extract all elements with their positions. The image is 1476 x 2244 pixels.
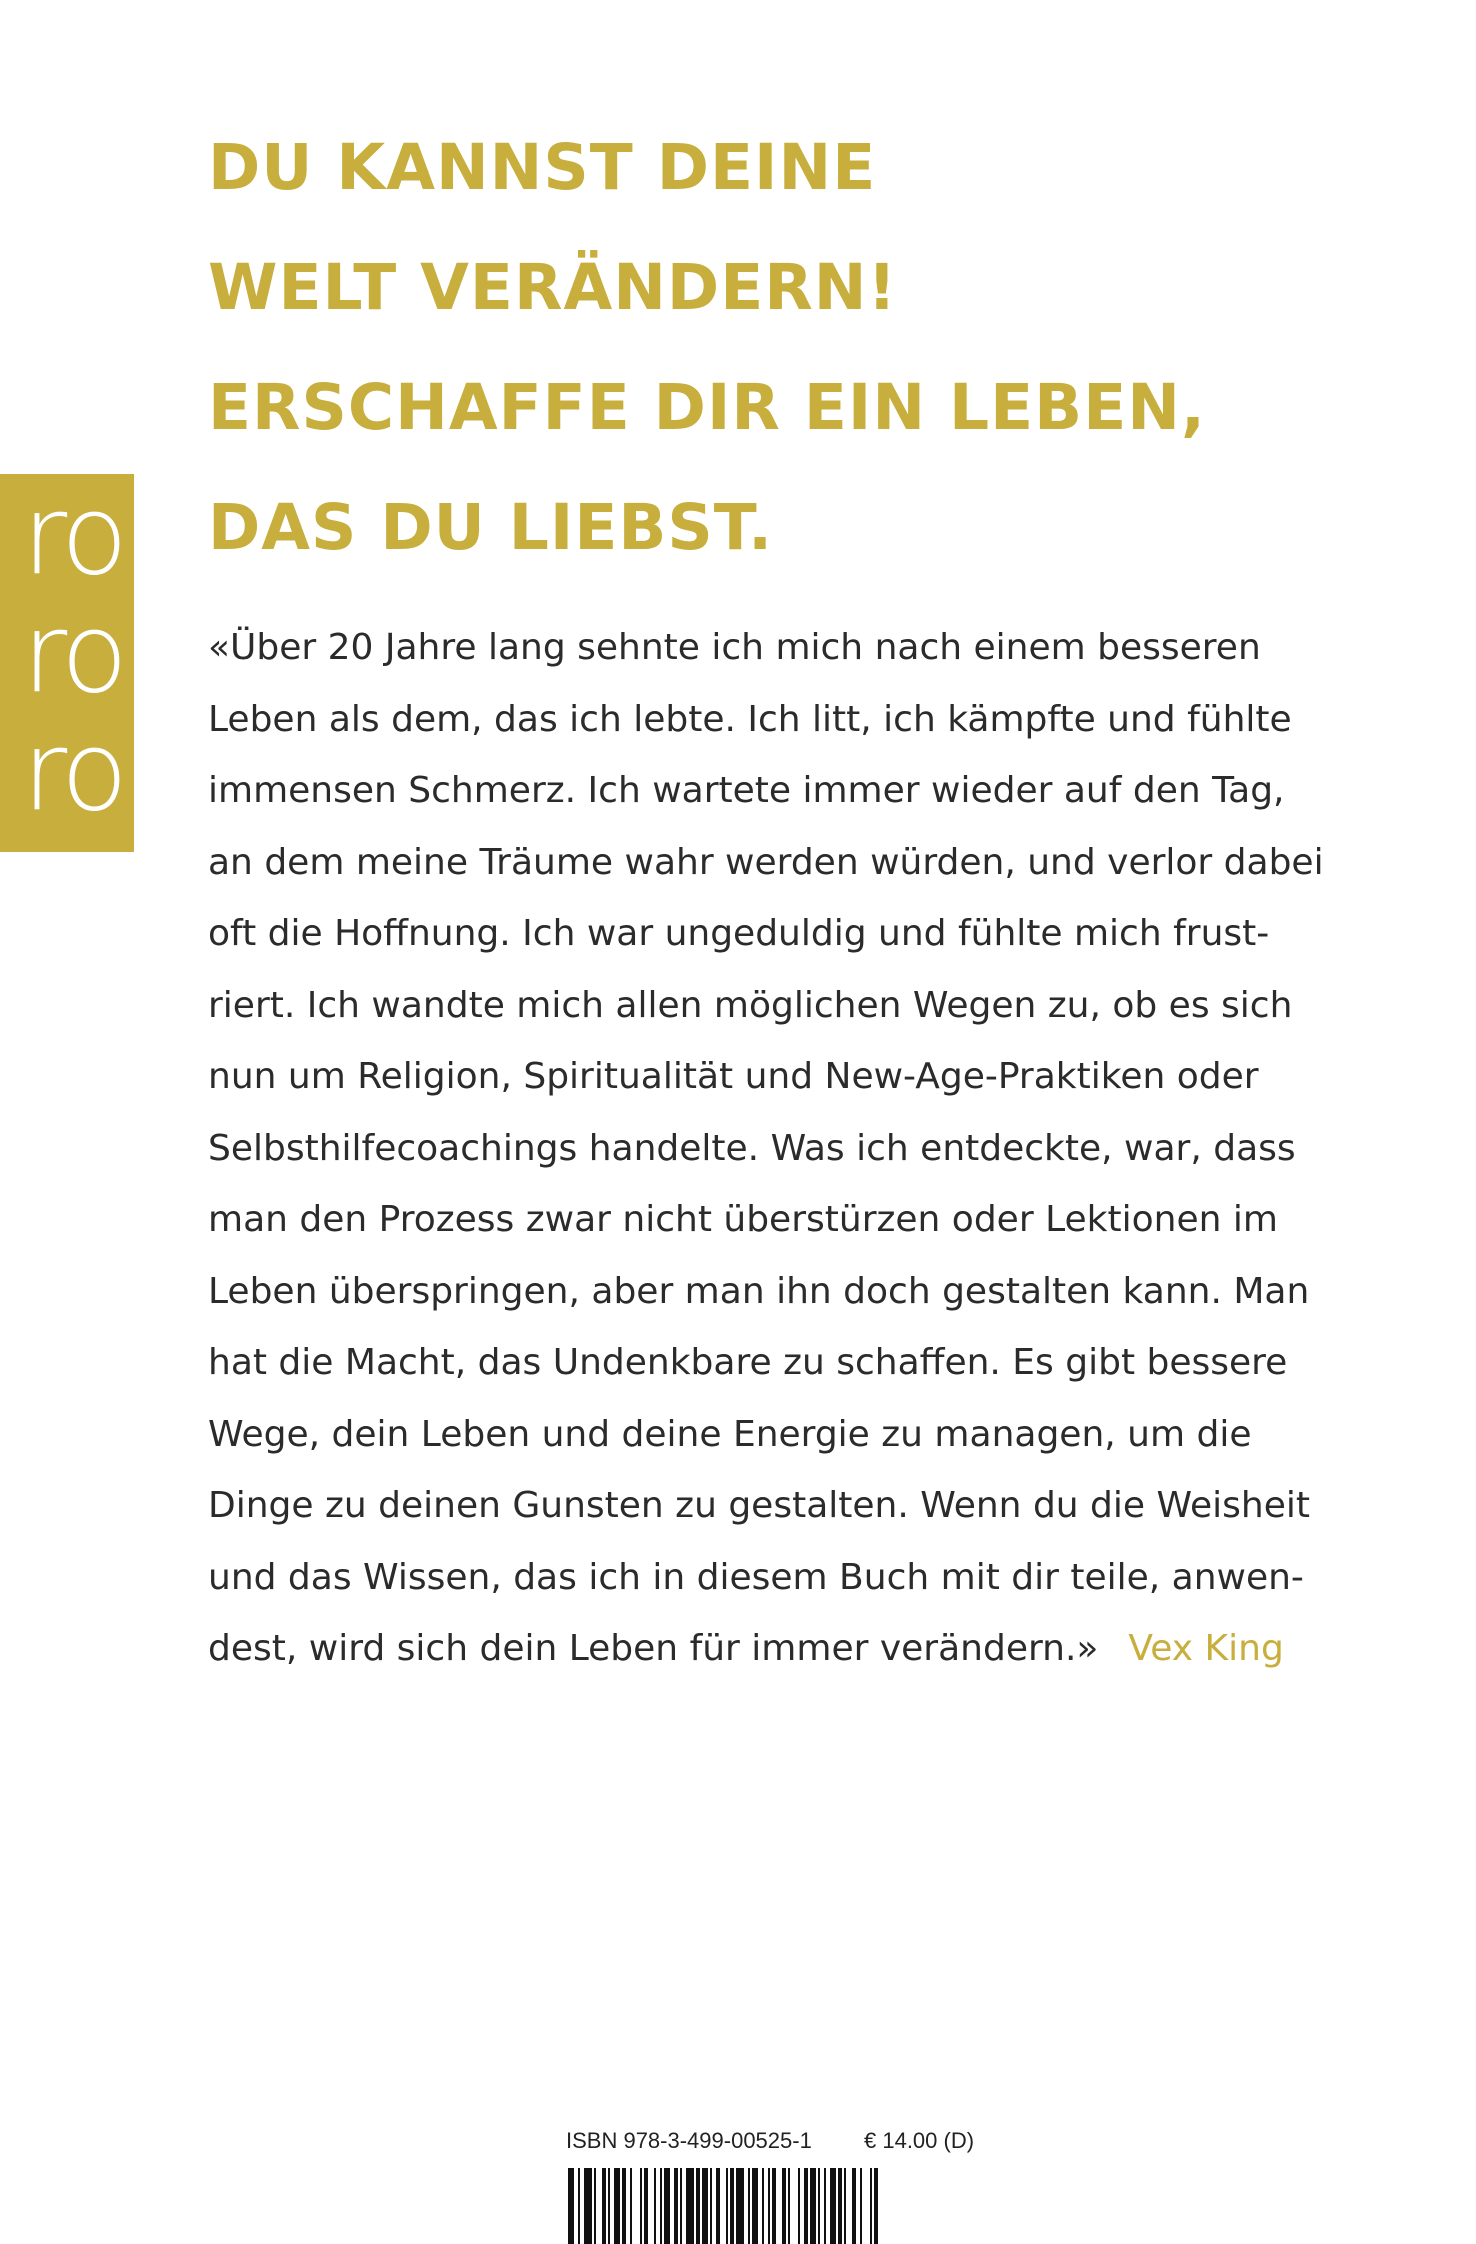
barcode-bar [818, 2168, 820, 2244]
isbn-price-row [566, 2128, 986, 2154]
barcode-bar [824, 2168, 826, 2244]
barcode-bar [752, 2168, 758, 2244]
quote-line: und das Wissen, das ich in diesem Buch mit dir teile, anwen- [208, 1556, 1304, 1598]
barcode-bar [614, 2168, 620, 2244]
headline-line: DAS DU LIEBST. [208, 491, 774, 564]
barcode-bar [584, 2168, 592, 2244]
logo-text: ro [22, 589, 125, 717]
logo-text: ro [22, 707, 125, 835]
barcode-bar [644, 2168, 648, 2244]
barcode [566, 2168, 986, 2244]
barcode-bar [594, 2168, 596, 2244]
barcode-bar [810, 2168, 816, 2244]
barcode-bar [608, 2168, 610, 2244]
barcode-bar [674, 2168, 678, 2244]
barcode-bar [798, 2168, 800, 2244]
barcode-bar [622, 2168, 626, 2244]
barcode-bar [782, 2168, 786, 2244]
headline [208, 108, 1206, 588]
price-label: € 14.00 (D) [864, 2128, 975, 2153]
headline-line: WELT VERÄNDERN! [208, 251, 898, 324]
barcode-bar [730, 2168, 734, 2244]
barcode-bar [830, 2168, 836, 2244]
quote-line: oft die Hoffnung. Ich war ungeduldig und fühlte mich frust- [208, 913, 1270, 954]
barcode-bar [716, 2168, 720, 2244]
headline-line: ERSCHAFFE DIR EIN LEBEN, [208, 371, 1206, 444]
barcode-bar [660, 2168, 662, 2244]
blurb-quote [208, 612, 1368, 1685]
barcode-bar [726, 2168, 728, 2244]
author-name: Vex King [1128, 1628, 1284, 1669]
barcode-bar [788, 2168, 790, 2244]
barcode-bar [852, 2168, 856, 2244]
barcode-bar [870, 2168, 872, 2244]
barcode-bar [860, 2168, 862, 2244]
barcode-bar [568, 2168, 574, 2244]
barcode-bar [710, 2168, 712, 2244]
barcode-bar [762, 2168, 764, 2244]
quote-line: Leben als dem, das ich lebte. Ich litt, ich kämpfte und fühlte [208, 698, 1292, 740]
barcode-bar [838, 2168, 842, 2244]
rororo-logo [0, 474, 134, 852]
headline-line: DU KANNST DEINE [208, 131, 877, 204]
quote-line: Dinge zu deinen Gunsten zu gestalten. Wenn du die Weisheit [208, 1485, 1310, 1526]
isbn-number: ISBN 978-3-499-00525-1 [566, 2128, 812, 2153]
quote-line: immensen Schmerz. Ich wartete immer wieder auf den Tag, [208, 770, 1285, 811]
quote-last-line [208, 1613, 1368, 1685]
quote-line: dest, wird sich dein Leben für immer verändern.» [208, 1628, 1099, 1669]
barcode-bar [640, 2168, 642, 2244]
quote-line: Selbsthilfecoachings handelte. Was ich entdeckte, war, dass [208, 1127, 1296, 1169]
barcode-bar [696, 2168, 700, 2244]
barcode-bar [736, 2168, 744, 2244]
quote-line: an dem meine Träume wahr werden würden, und verlor dabei [208, 841, 1324, 883]
barcode-bar [768, 2168, 770, 2244]
barcode-bar [602, 2168, 606, 2244]
barcode-bar [686, 2168, 694, 2244]
barcode-bar [874, 2168, 878, 2244]
barcode-bar [654, 2168, 656, 2244]
quote-line: Wege, dein Leben und deine Energie zu managen, um die [208, 1413, 1252, 1455]
quote-line: «Über 20 Jahre lang sehnte ich mich nach einem besseren [208, 627, 1261, 668]
quote-line: hat die Macht, das Undenkbare zu schaffen. Es gibt bessere [208, 1342, 1288, 1383]
barcode-bar [804, 2168, 808, 2244]
barcode-bar [578, 2168, 580, 2244]
quote-line: Leben überspringen, aber man ihn doch gestalten kann. Man [208, 1270, 1310, 1312]
barcode-bar [844, 2168, 846, 2244]
logo-text: ro [22, 474, 125, 599]
barcode-bar [630, 2168, 632, 2244]
quote-line: riert. Ich wandte mich allen möglichen Wegen zu, ob es sich [208, 984, 1293, 1026]
barcode-bar [748, 2168, 750, 2244]
quote-line: nun um Religion, Spiritualität und New-Age-Praktiken oder [208, 1056, 1259, 1097]
barcode-bar [664, 2168, 670, 2244]
barcode-bar [772, 2168, 776, 2244]
barcode-bar [680, 2168, 682, 2244]
quote-line: man den Prozess zwar nicht überstürzen oder Lektionen im [208, 1199, 1278, 1240]
barcode-bar [702, 2168, 708, 2244]
